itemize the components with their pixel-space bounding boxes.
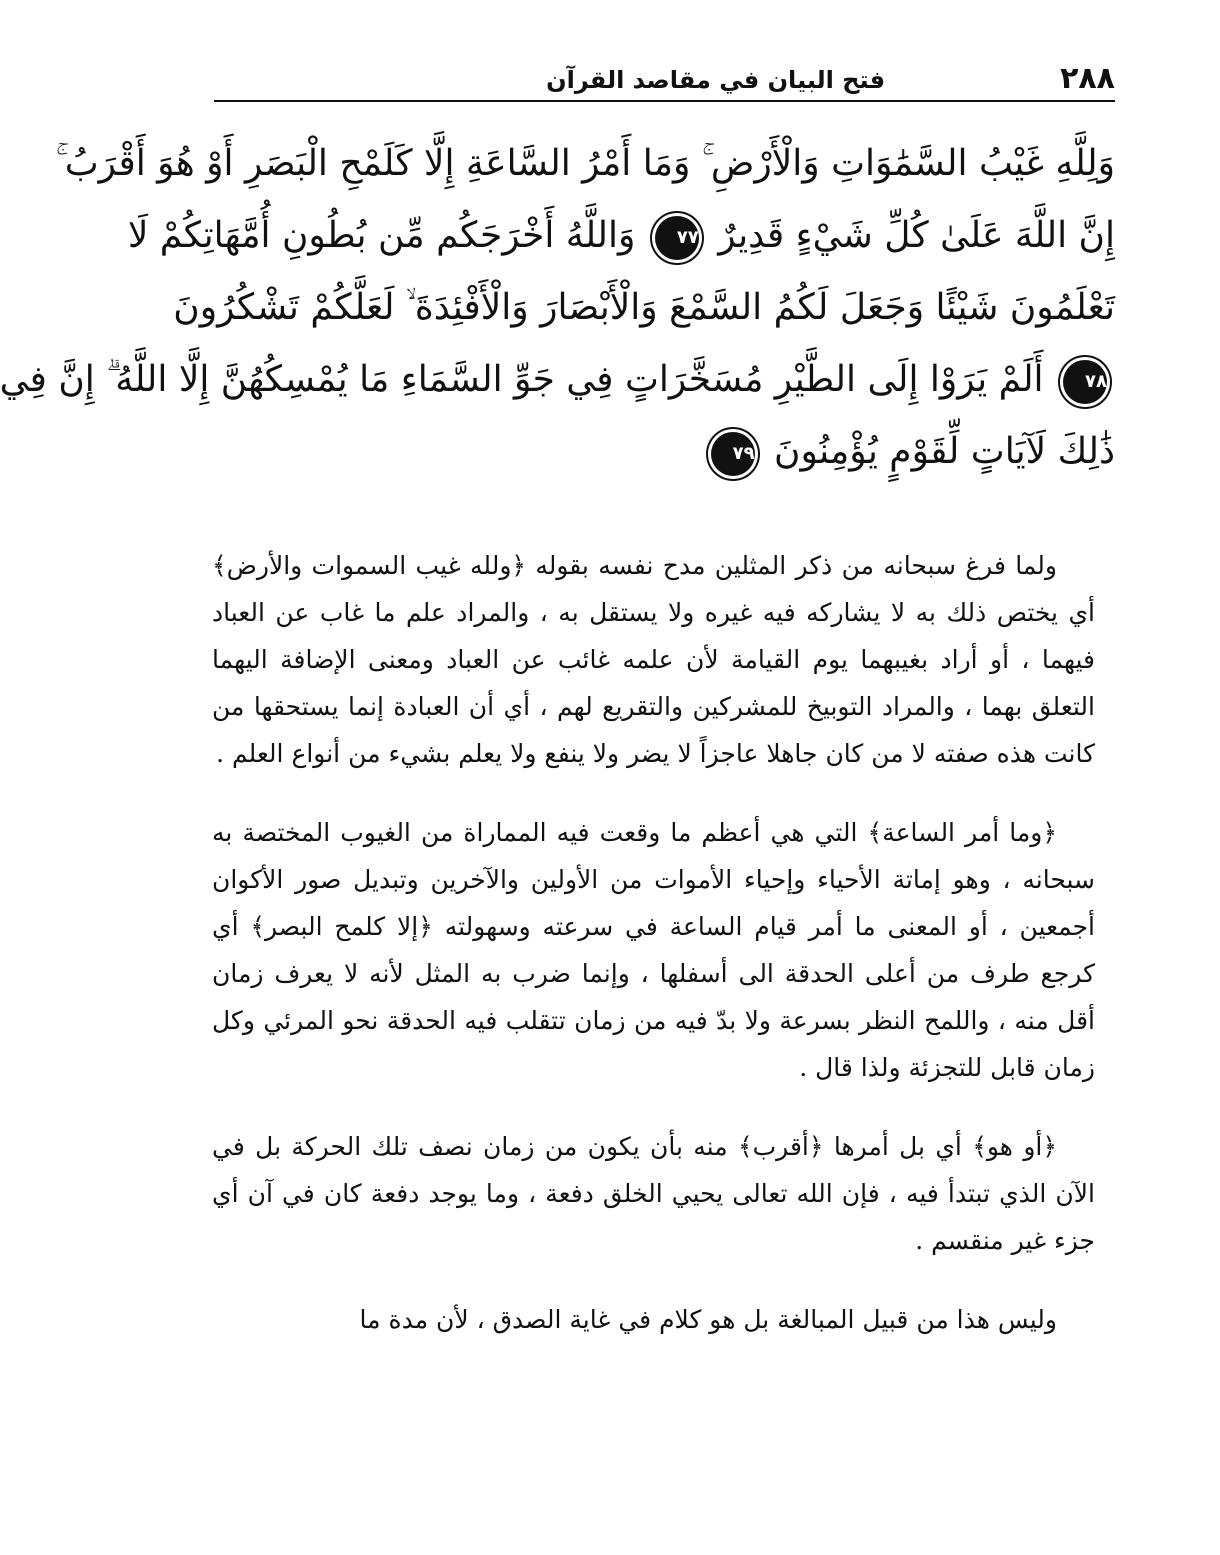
quran-verses-block: [0, 128, 1115, 488]
paragraph-text: ولما فرغ سبحانه من ذكر المثلين مدح نفسه بقوله ﴿ولله غيب السموات والأرض﴾ أي يختص ذلك به لا يشاركه فيه غيره ولا يستقل به ، والمراد علم ما غاب عن العباد فيهما ، أو أراد بغيبهما يوم القيامة لأن علمه غائب عن العباد ومعنى الإضافة اليهما التعلق بهما ، والمراد التوبيخ للمشركين والتقريع لهم ، أي أن العبادة إنما يستحقها من كانت هذه صفته لا من كان جاهلا عاجزاً لا يضر ولا ينفع ولا يعلم بشيء من أنواع العلم .: [212, 551, 1095, 768]
verse-text: تَعْلَمُونَ شَيْئًا وَجَعَلَ لَكُمُ السَّمْعَ وَالْأَبْصَارَ وَالْأَفْئِدَةَ ۙ لَعَلَّكُمْ تَشْكُرُونَ: [173, 287, 1115, 328]
verse-text: ذَٰلِكَ لَآيَاتٍ لِّقَوْمٍ يُؤْمِنُونَ: [774, 431, 1115, 472]
verse-line-4: [0, 344, 1115, 416]
paragraph-text: وليس هذا من قبيل المبالغة بل هو كلام في غاية الصدق ، لأن مدة ما: [359, 1305, 1057, 1334]
verse-line-2: [127, 200, 1115, 272]
verse-text: أَلَمْ يَرَوْا إِلَى الطَّيْرِ مُسَخَّرَاتٍ فِي جَوِّ السَّمَاءِ مَا يُمْسِكُهُنَّ إِلَّا اللَّهُ ۗ إِنَّ فِي: [0, 359, 1044, 400]
ayah-number-marker: ٧٧: [655, 216, 699, 260]
ayah-number-marker: ٧٨: [1063, 360, 1107, 404]
commentary-paragraph: [212, 1296, 1095, 1343]
verse-line-5: [212, 416, 1115, 488]
verse-text: وَاللَّهُ أَخْرَجَكُم مِّن بُطُونِ أُمَّهَاتِكُمْ لَا: [127, 215, 636, 256]
page-number: ٢٨٨: [1060, 61, 1115, 96]
page-header: [214, 52, 1115, 102]
ayah-number-marker: ٧٩: [711, 432, 755, 476]
commentary-paragraph: [212, 809, 1095, 1091]
verse-line-3: [173, 272, 1115, 344]
verse-text: إِنَّ اللَّهَ عَلَىٰ كُلِّ شَيْءٍ قَدِيرٌ: [718, 215, 1115, 256]
paragraph-text: ﴿أو هو﴾ أي بل أمرها ﴿أقرب﴾ منه بأن يكون من زمان نصف تلك الحركة بل في الآن الذي تبتدأ فيه ، فإن الله تعالى يحيي الخلق دفعة ، وما يوجد دفعة كان في آن أي جزء غير منقسم .: [212, 1132, 1095, 1255]
commentary-paragraph: [212, 1123, 1095, 1264]
verse-line-1: [55, 128, 1115, 200]
commentary-paragraph: [212, 542, 1095, 777]
commentary-text: [212, 542, 1095, 1373]
book-title: فتح البيان في مقاصد القرآن: [546, 66, 886, 94]
verse-text: وَلِلَّهِ غَيْبُ السَّمَٰوَاتِ وَالْأَرْضِ ۚ وَمَا أَمْرُ السَّاعَةِ إِلَّا كَلَمْحِ الْبَصَرِ أَوْ هُوَ أَقْرَبُ ۚ: [55, 143, 1115, 184]
paragraph-text: ﴿وما أمر الساعة﴾ التي هي أعظم ما وقعت فيه المماراة من الغيوب المختصة به سبحانه ، وهو إماتة الأحياء وإحياء الأموات من الأولين والآخرين وتبديل صور الأكوان أجمعين ، أو المعنى ما أمر قيام الساعة في سرعته وسهولته ﴿إلا كلمح البصر﴾ أي كرجع طرف من أعلى الحدقة الى أسفلها ، وإنما ضرب به المثل لأنه لا يعرف زمان أقل منه ، واللمح النظر بسرعة ولا بدّ فيه من زمان تتقلب فيه الحدقة نحو المرئي وكل زمان قابل للتجزئة ولذا قال .: [212, 818, 1095, 1082]
